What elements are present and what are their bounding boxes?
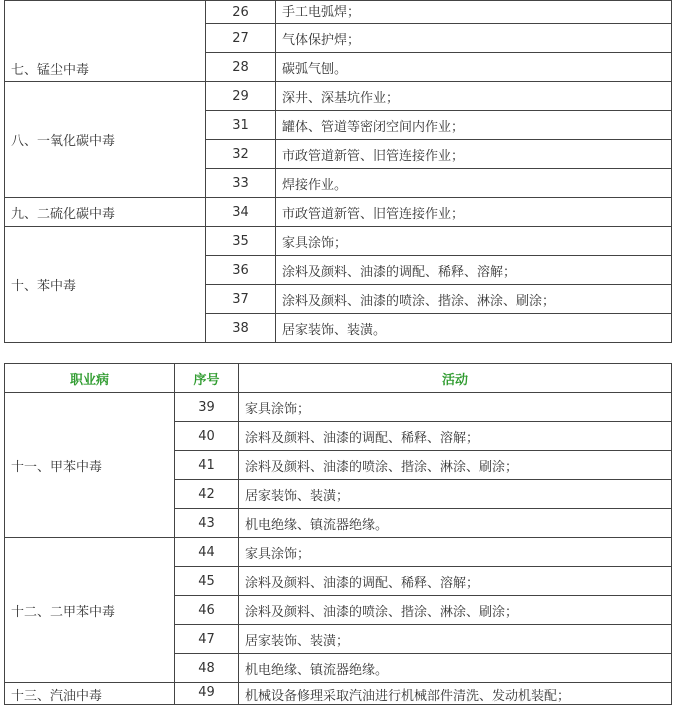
table-row xyxy=(5,683,672,705)
table-row xyxy=(5,393,672,422)
number-cell: 45 xyxy=(175,567,239,596)
number-cell: 49 xyxy=(175,683,239,705)
disease-cell: 十三、汽油中毒 xyxy=(5,683,175,705)
activity-cell: 深井、深基坑作业； xyxy=(276,82,672,111)
activity-cell: 涂料及颜料、油漆的喷涂、揩涂、淋涂、刷涂； xyxy=(276,285,672,314)
disease-cell: 十一、甲苯中毒 xyxy=(5,393,175,538)
disease-cell: 九、二硫化碳中毒 xyxy=(5,198,206,227)
table-row xyxy=(5,82,672,111)
activity-cell: 碳弧气刨。 xyxy=(276,53,672,82)
activity-cell: 涂料及颜料、油漆的喷涂、揩涂、淋涂、刷涂； xyxy=(239,451,672,480)
header-number: 序号 xyxy=(175,364,239,393)
number-cell: 47 xyxy=(175,625,239,654)
table-row xyxy=(5,1,672,24)
occupational-disease-table-bottom xyxy=(4,363,672,705)
number-cell: 31 xyxy=(206,111,276,140)
table-row xyxy=(5,538,672,567)
activity-cell: 家具涂饰； xyxy=(239,393,672,422)
activity-cell: 焊接作业。 xyxy=(276,169,672,198)
number-cell: 29 xyxy=(206,82,276,111)
activity-cell: 涂料及颜料、油漆的调配、稀释、溶解； xyxy=(239,422,672,451)
activity-cell: 手工电弧焊； xyxy=(276,1,672,24)
number-cell: 38 xyxy=(206,314,276,343)
number-cell: 46 xyxy=(175,596,239,625)
number-cell: 34 xyxy=(206,198,276,227)
activity-cell: 涂料及颜料、油漆的调配、稀释、溶解； xyxy=(276,256,672,285)
number-cell: 33 xyxy=(206,169,276,198)
occupational-disease-table-top xyxy=(4,0,672,343)
number-cell: 48 xyxy=(175,654,239,683)
number-cell: 36 xyxy=(206,256,276,285)
table-bottom-header xyxy=(5,364,672,393)
header-disease: 职业病 xyxy=(5,364,175,393)
number-cell: 39 xyxy=(175,393,239,422)
activity-cell: 居家装饰、装潢。 xyxy=(276,314,672,343)
disease-cell: 八、一氧化碳中毒 xyxy=(5,82,206,198)
activity-cell: 家具涂饰； xyxy=(276,227,672,256)
table-top-body xyxy=(5,1,672,343)
activity-cell: 机电绝缘、镇流器绝缘。 xyxy=(239,509,672,538)
header-activity: 活动 xyxy=(239,364,672,393)
activity-cell: 居家装饰、装潢； xyxy=(239,625,672,654)
number-cell: 40 xyxy=(175,422,239,451)
number-cell: 26 xyxy=(206,1,276,24)
number-cell: 37 xyxy=(206,285,276,314)
number-cell: 27 xyxy=(206,24,276,53)
activity-cell: 市政管道新管、旧管连接作业； xyxy=(276,140,672,169)
table-row xyxy=(5,227,672,256)
activity-cell: 家具涂饰； xyxy=(239,538,672,567)
number-cell: 41 xyxy=(175,451,239,480)
disease-cell: 十、苯中毒 xyxy=(5,227,206,343)
table-row xyxy=(5,198,672,227)
activity-cell: 居家装饰、装潢； xyxy=(239,480,672,509)
activity-cell: 罐体、管道等密闭空间内作业； xyxy=(276,111,672,140)
number-cell: 35 xyxy=(206,227,276,256)
number-cell: 28 xyxy=(206,53,276,82)
number-cell: 44 xyxy=(175,538,239,567)
activity-cell: 涂料及颜料、油漆的喷涂、揩涂、淋涂、刷涂； xyxy=(239,596,672,625)
disease-cell: 十二、二甲苯中毒 xyxy=(5,538,175,683)
activity-cell: 机电绝缘、镇流器绝缘。 xyxy=(239,654,672,683)
number-cell: 42 xyxy=(175,480,239,509)
number-cell: 32 xyxy=(206,140,276,169)
activity-cell: 气体保护焊； xyxy=(276,24,672,53)
disease-cell: 七、锰尘中毒 xyxy=(5,1,206,82)
activity-cell: 涂料及颜料、油漆的调配、稀释、溶解； xyxy=(239,567,672,596)
activity-cell: 机械设备修理采取汽油进行机械部件清洗、发动机装配； xyxy=(239,683,672,705)
table-bottom-body xyxy=(5,393,672,705)
number-cell: 43 xyxy=(175,509,239,538)
activity-cell: 市政管道新管、旧管连接作业； xyxy=(276,198,672,227)
